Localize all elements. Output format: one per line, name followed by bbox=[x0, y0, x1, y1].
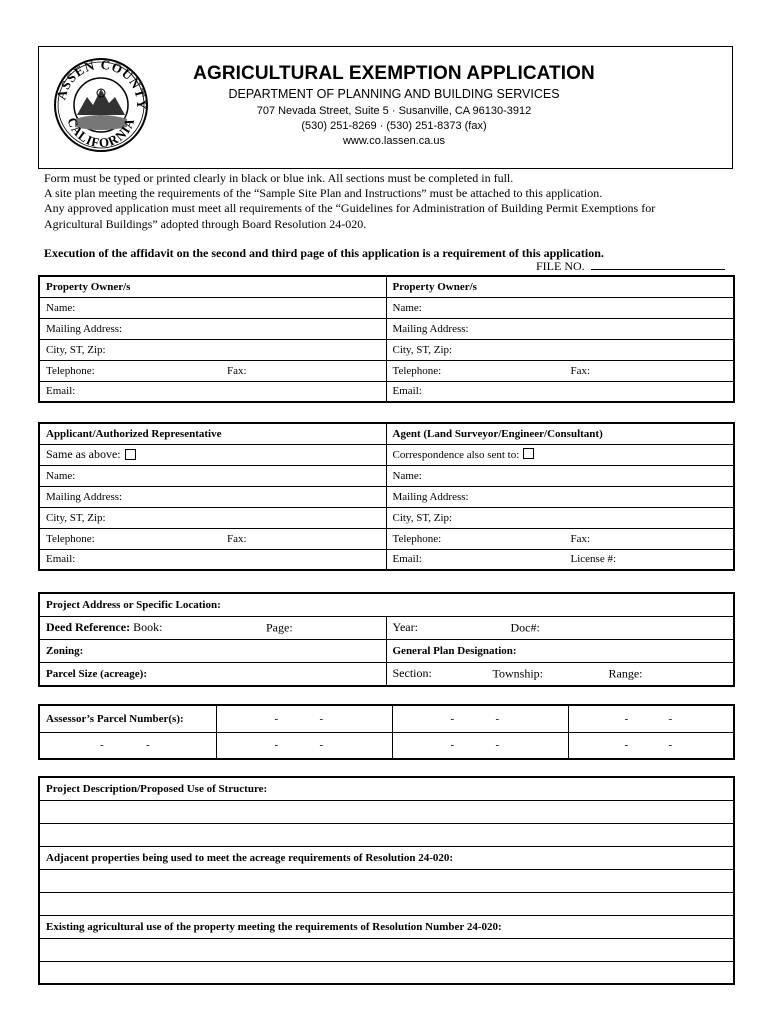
department-address: 707 Nevada Street, Suite 5 · Susanville, CA 96130-3912 bbox=[256, 105, 532, 117]
apn-field[interactable] bbox=[39, 732, 216, 759]
apn-dash: - bbox=[146, 739, 150, 752]
existing-use-line[interactable] bbox=[39, 961, 734, 984]
apn-field[interactable] bbox=[216, 705, 392, 732]
general-plan-label: General Plan Designation: bbox=[392, 644, 517, 657]
apn-field[interactable] bbox=[392, 705, 568, 732]
apn-table bbox=[38, 704, 735, 760]
agent-email-field[interactable] bbox=[386, 549, 734, 570]
applicant-fax-label: Fax: bbox=[227, 532, 247, 545]
instruction-line: Any approved application must meet all requirements of the “Guidelines for Administration of Building Permit Exemptions for bbox=[44, 201, 656, 216]
agent-email-label: Email: bbox=[392, 553, 422, 566]
same-as-above-label: Same as above: bbox=[46, 447, 121, 461]
adjacent-properties-line[interactable] bbox=[39, 869, 734, 892]
year-label: Year: bbox=[392, 620, 418, 634]
agent-license-label: License #: bbox=[570, 553, 617, 566]
applicant-telephone-label: Telephone: bbox=[46, 532, 95, 545]
project-description-label: Project Description/Proposed Use of Structure: bbox=[39, 777, 734, 800]
project-description-line[interactable] bbox=[39, 823, 734, 846]
owner2-mailing-field[interactable] bbox=[386, 318, 734, 339]
apn-dash: - bbox=[450, 712, 455, 725]
apn-dash: - bbox=[274, 712, 279, 725]
department-phone: (530) 251-8269 · (530) 251-8373 (fax) bbox=[301, 120, 487, 132]
owner2-fax-label: Fax: bbox=[570, 364, 591, 377]
owner1-mailing-field[interactable] bbox=[39, 318, 386, 339]
instructions bbox=[44, 171, 734, 232]
applicant-email-label: Email: bbox=[46, 553, 76, 566]
applicant-city-label: City, ST, Zip: bbox=[46, 511, 106, 524]
apn-dash: - bbox=[668, 712, 673, 725]
description-table bbox=[38, 776, 735, 985]
agent-city-field[interactable] bbox=[386, 507, 734, 528]
same-as-above-checkbox[interactable] bbox=[125, 449, 136, 460]
agent-mailing-label: Mailing Address: bbox=[392, 490, 469, 503]
range-label: Range: bbox=[608, 666, 643, 681]
agent-fax-label: Fax: bbox=[570, 532, 591, 545]
agent-city-label: City, ST, Zip: bbox=[392, 511, 453, 524]
agent-title: Agent (Land Surveyor/Engineer/Consultant) bbox=[386, 423, 734, 444]
file-number-field[interactable] bbox=[591, 260, 725, 270]
owner2-name-field[interactable] bbox=[386, 297, 734, 318]
apn-dash: - bbox=[274, 739, 279, 752]
same-as-above-row bbox=[39, 444, 386, 465]
owner2-phone-field[interactable] bbox=[386, 360, 734, 381]
apn-dash: - bbox=[668, 739, 673, 752]
apn-dash: - bbox=[319, 712, 324, 725]
agent-name-label: Name: bbox=[392, 469, 422, 482]
owner1-name-label: Name: bbox=[46, 301, 76, 314]
correspondence-row bbox=[386, 444, 734, 465]
book-label: Book: bbox=[133, 620, 163, 634]
apn-dash: - bbox=[624, 739, 629, 752]
agent-mailing-field[interactable] bbox=[386, 486, 734, 507]
project-address-field[interactable] bbox=[39, 593, 734, 616]
agent-telephone-label: Telephone: bbox=[392, 532, 442, 545]
seal-bottom-text: CALIFORNIA bbox=[64, 115, 138, 151]
seal-top-text: ASSEN COUNTY bbox=[53, 56, 149, 111]
correspondence-checkbox[interactable] bbox=[523, 448, 534, 459]
instruction-line: Agricultural Buildings” adopted through Board Resolution 24-020. bbox=[44, 216, 367, 231]
deed-year-doc-field[interactable] bbox=[386, 616, 734, 639]
adjacent-properties-line[interactable] bbox=[39, 892, 734, 915]
general-plan-field[interactable] bbox=[386, 639, 734, 662]
apn-dash: - bbox=[495, 712, 500, 725]
apn-field[interactable] bbox=[392, 732, 568, 759]
agent-name-field[interactable] bbox=[386, 465, 734, 486]
owner2-telephone-label: Telephone: bbox=[392, 364, 442, 377]
department-website: www.co.lassen.ca.us bbox=[342, 135, 446, 147]
owner1-name-field[interactable] bbox=[39, 297, 386, 318]
instruction-line: Form must be typed or printed clearly in black or blue ink. All sections must be completed in full. bbox=[44, 171, 514, 185]
department-name: DEPARTMENT OF PLANNING AND BUILDING SERVICES bbox=[228, 87, 560, 101]
township-label: Township: bbox=[492, 666, 543, 681]
doc-number-label: Doc#: bbox=[510, 620, 540, 634]
file-number-label: FILE NO. bbox=[536, 259, 585, 273]
owner2-city-field[interactable] bbox=[386, 339, 734, 360]
project-address-label: Project Address or Specific Location: bbox=[46, 598, 221, 611]
owner2-name-label: Name: bbox=[392, 301, 422, 314]
existing-use-label: Existing agricultural use of the property meeting the requirements of Resolution Number 24-020: bbox=[39, 915, 734, 938]
owner-left-title: Property Owner/s bbox=[39, 276, 386, 297]
parcel-size-label: Parcel Size (acreage): bbox=[46, 667, 147, 680]
applicant-agent-table bbox=[38, 422, 735, 571]
owner1-fax-label: Fax: bbox=[227, 364, 247, 377]
zoning-label: Zoning: bbox=[46, 644, 84, 657]
applicant-mailing-field[interactable] bbox=[39, 486, 386, 507]
applicant-email-field[interactable] bbox=[39, 549, 386, 570]
file-number bbox=[536, 259, 725, 274]
apn-dash: - bbox=[495, 739, 500, 752]
applicant-phone-field[interactable] bbox=[39, 528, 386, 549]
county-seal bbox=[53, 53, 149, 153]
agent-phone-field[interactable] bbox=[386, 528, 734, 549]
parcel-size-field[interactable] bbox=[39, 662, 386, 686]
section-township-range-field[interactable] bbox=[386, 662, 734, 686]
zoning-field[interactable] bbox=[39, 639, 386, 662]
adjacent-properties-label: Adjacent properties being used to meet the acreage requirements of Resolution 24-020: bbox=[39, 846, 734, 869]
apn-dash: - bbox=[319, 739, 324, 752]
owner2-email-field[interactable] bbox=[386, 381, 734, 402]
owner1-phone-field[interactable] bbox=[39, 360, 386, 381]
deed-reference-label: Deed Reference: bbox=[46, 620, 131, 634]
existing-use-line[interactable] bbox=[39, 938, 734, 961]
owner1-mailing-label: Mailing Address: bbox=[46, 322, 123, 335]
correspondence-label: Correspondence also sent to: bbox=[392, 448, 520, 461]
owner1-email-field[interactable] bbox=[39, 381, 386, 402]
owner2-city-label: City, ST, Zip: bbox=[392, 343, 453, 356]
project-table bbox=[38, 592, 735, 687]
applicant-name-field[interactable] bbox=[39, 465, 386, 486]
project-description-line[interactable] bbox=[39, 800, 734, 823]
apn-dash: - bbox=[624, 712, 629, 725]
owner1-city-field[interactable] bbox=[39, 339, 386, 360]
apn-field[interactable] bbox=[216, 732, 392, 759]
instruction-line: A site plan meeting the requirements of the “Sample Site Plan and Instructions” must be attached to this application. bbox=[44, 186, 603, 201]
apn-label: Assessor’s Parcel Number(s): bbox=[39, 705, 216, 732]
property-owners-table bbox=[38, 275, 735, 403]
apn-field[interactable] bbox=[568, 705, 734, 732]
form-header bbox=[38, 46, 733, 169]
apn-field[interactable] bbox=[568, 732, 734, 759]
deed-reference-field[interactable] bbox=[39, 616, 386, 639]
owner1-telephone-label: Telephone: bbox=[46, 364, 95, 377]
page-title: AGRICULTURAL EXEMPTION APPLICATION bbox=[193, 63, 595, 84]
affidavit-notice: Execution of the affidavit on the second and third page of this application is a requirement of this application. bbox=[44, 246, 604, 260]
applicant-mailing-label: Mailing Address: bbox=[46, 490, 123, 503]
apn-dash: - bbox=[100, 739, 104, 752]
applicant-title: Applicant/Authorized Representative bbox=[39, 423, 386, 444]
owner2-email-label: Email: bbox=[392, 385, 422, 398]
applicant-name-label: Name: bbox=[46, 469, 76, 482]
applicant-city-field[interactable] bbox=[39, 507, 386, 528]
page-label: Page: bbox=[266, 620, 293, 634]
owner1-city-label: City, ST, Zip: bbox=[46, 343, 106, 356]
apn-dash: - bbox=[450, 739, 455, 752]
owner2-mailing-label: Mailing Address: bbox=[392, 322, 469, 335]
owner-right-title: Property Owner/s bbox=[386, 276, 734, 297]
section-label: Section: bbox=[392, 666, 432, 681]
owner1-email-label: Email: bbox=[46, 385, 76, 398]
